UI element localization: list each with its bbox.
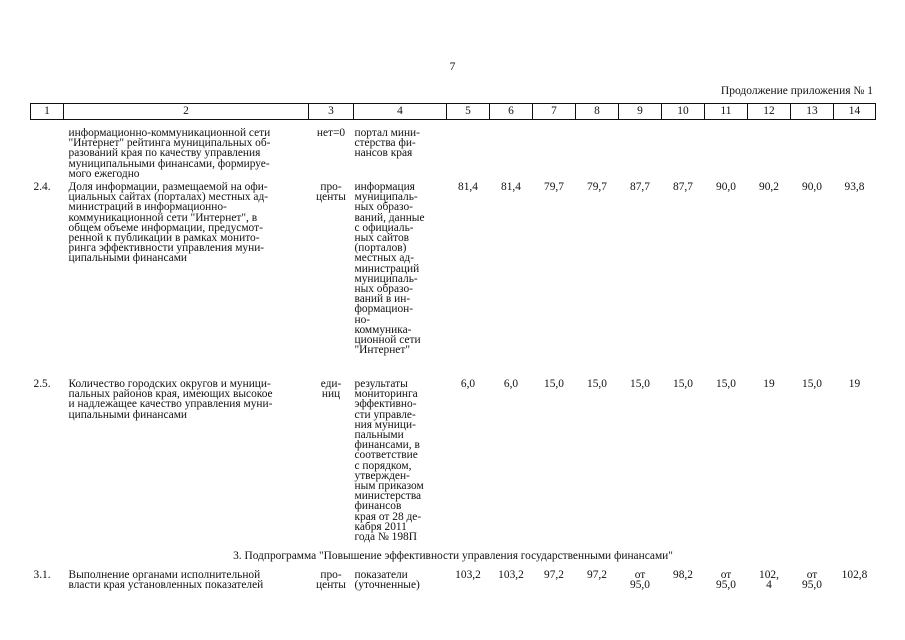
text-line: с порядком, — [354, 459, 412, 472]
unit-of-measure — [309, 182, 354, 379]
text-line: утвержден- — [354, 469, 410, 482]
value-cell — [834, 128, 876, 182]
value-cell: 90,2 — [759, 182, 779, 193]
data-source — [354, 379, 447, 548]
text-line: эффективно- — [354, 398, 417, 411]
value-cell: 90,0 — [716, 182, 736, 193]
value-cell — [619, 128, 662, 182]
text-line: нет=0 — [316, 128, 346, 139]
text-line: мого ежегодно — [68, 167, 140, 180]
value-cell — [490, 570, 533, 598]
indicator-name — [64, 570, 309, 598]
section-heading-row — [31, 548, 876, 570]
text-line: ных образо- — [354, 283, 413, 296]
text-line: ципальными финансами — [68, 408, 188, 421]
text-line: ниц — [321, 388, 341, 401]
text-line: ринга эффективности управления муни- — [68, 242, 265, 255]
text-line: сти управле- — [354, 408, 416, 421]
table-row — [31, 570, 876, 598]
table-row — [31, 182, 876, 379]
column-number: 14 — [834, 104, 876, 120]
continuation-note: Продолжение приложения № 1 — [720, 85, 873, 97]
value-cell: 79,7 — [544, 182, 564, 193]
text-line: коммуникационной сети "Интернет", в — [68, 211, 258, 224]
column-number: 2 — [64, 104, 309, 120]
text-line: министерства — [354, 490, 422, 503]
text-line: центы — [316, 579, 346, 592]
text-line: (порталов) — [354, 242, 407, 255]
value-cell — [533, 128, 576, 182]
value-cell — [490, 128, 533, 182]
text-line: (уточненные) — [354, 579, 420, 592]
column-number: 9 — [619, 104, 662, 120]
text-line: 4 — [766, 579, 772, 592]
text-line: ципальными финансами — [68, 252, 188, 265]
value-cell: 81,4 — [458, 182, 478, 193]
row-number: 2.4. — [33, 182, 51, 193]
text-line: ных сайтов — [354, 232, 410, 245]
value-cell: 15,0 — [587, 379, 607, 390]
text-line: "Интернет" — [354, 344, 410, 357]
column-number: 6 — [490, 104, 533, 120]
value-cell — [791, 128, 834, 182]
text-line: мониторинга — [354, 388, 418, 401]
text-line: стерства фи- — [354, 137, 416, 150]
value-cell: 87,7 — [673, 182, 693, 193]
text-line: соответствие — [354, 449, 418, 462]
text-line: общем объеме информации, предусмот- — [68, 221, 263, 234]
text-line: ционной сети — [354, 334, 421, 347]
text-line: разований края по качеству управления — [68, 147, 261, 160]
text-line: местных ад- — [354, 252, 415, 265]
data-source — [354, 128, 447, 182]
text-line: 95,0 — [802, 579, 822, 592]
text-line: про- — [320, 570, 342, 581]
value-cell: 93,8 — [844, 182, 865, 193]
value-cell: 19 — [763, 379, 775, 390]
indicators-table — [30, 103, 876, 598]
text-line: муниципаль- — [354, 191, 418, 204]
value-cell — [705, 570, 748, 598]
column-number: 4 — [354, 104, 447, 120]
column-number: 13 — [791, 104, 834, 120]
text-line: года № 198П — [354, 531, 417, 544]
text-line: 102, — [759, 570, 779, 581]
value-cell: 15,0 — [630, 379, 650, 390]
text-line: Выполнение органами исполнительной — [68, 570, 261, 581]
column-number: 10 — [662, 104, 705, 120]
value-cell — [748, 570, 791, 598]
text-line: пальными — [354, 429, 404, 442]
value-cell — [576, 570, 619, 598]
text-line: показатели — [354, 570, 408, 581]
text-line: министраций — [354, 262, 420, 275]
text-line: пальных районов края, имеющих высокое — [68, 388, 273, 401]
text-line: но- — [354, 313, 371, 326]
column-numbers-header — [31, 104, 876, 120]
column-number: 7 — [533, 104, 576, 120]
text-line: 103,2 — [455, 570, 481, 581]
value-cell — [791, 570, 834, 598]
value-cell — [619, 570, 662, 598]
column-number: 5 — [447, 104, 490, 120]
value-cell: 6,0 — [460, 379, 476, 390]
page-number: 7 — [449, 61, 456, 73]
indicator-name — [64, 128, 309, 182]
text-line: 102,8 — [841, 570, 868, 581]
text-line: ваний, данные — [354, 211, 425, 224]
value-cell — [447, 128, 490, 182]
text-line: "Интернет" рейтинга муниципальных об- — [68, 137, 271, 150]
value-cell — [662, 128, 705, 182]
text-line: формацион- — [354, 303, 414, 316]
row-spacer — [31, 120, 876, 129]
text-line: власти края установленных показателей — [68, 579, 264, 592]
indicator-name — [64, 379, 309, 548]
value-cell: 79,7 — [587, 182, 607, 193]
value-cell: 81,4 — [501, 182, 521, 193]
table-row — [31, 128, 876, 182]
text-line: муниципаль- — [354, 272, 418, 285]
value-cell: 15,0 — [802, 379, 822, 390]
row-number: 3.1. — [33, 570, 51, 581]
column-number: 3 — [309, 104, 354, 120]
text-line: результаты — [354, 379, 408, 390]
text-line: 95,0 — [630, 579, 650, 592]
value-cell: 15,0 — [544, 379, 564, 390]
data-source — [354, 182, 447, 379]
value-cell: 90,0 — [802, 182, 822, 193]
value-cell — [576, 128, 619, 182]
text-line: от — [720, 570, 732, 581]
value-cell — [447, 570, 490, 598]
text-line: с официаль- — [354, 221, 414, 234]
table-row — [31, 379, 876, 548]
text-line: министраций в информационно- — [68, 201, 227, 214]
value-cell — [834, 570, 876, 598]
text-line: Доля информации, размещаемой на офи- — [68, 182, 268, 193]
section-title: 3. Подпрограмма "Повышение эффективности управления государственными финансами" — [233, 550, 673, 562]
text-line: нансов края — [354, 147, 413, 160]
value-cell — [705, 128, 748, 182]
text-line: финансов — [354, 500, 402, 513]
row-number: 2.5. — [33, 379, 51, 390]
text-line: 97,2 — [587, 570, 607, 581]
value-cell: 15,0 — [673, 379, 693, 390]
data-source — [354, 570, 447, 598]
value-cell: 6,0 — [503, 379, 519, 390]
text-line: про- — [320, 182, 342, 193]
text-line: от — [806, 570, 818, 581]
text-line: края от 28 де- — [354, 510, 422, 523]
text-line: ных образо- — [354, 201, 413, 214]
text-line: 103,2 — [498, 570, 524, 581]
column-number: 11 — [705, 104, 748, 120]
column-number: 12 — [748, 104, 791, 120]
text-line: ния муници- — [354, 418, 416, 431]
text-line: Количество городских округов и муници- — [68, 379, 271, 390]
value-cell — [748, 128, 791, 182]
text-line: 98,2 — [673, 570, 693, 581]
text-line: и надлежащее качество управления муни- — [68, 398, 273, 411]
row-number — [31, 128, 64, 182]
value-cell — [533, 570, 576, 598]
unit-of-measure — [309, 379, 354, 548]
value-cell: 87,7 — [630, 182, 650, 193]
value-cell: 19 — [848, 379, 861, 390]
text-line: муниципальными финансами, формируе- — [68, 157, 270, 170]
indicator-name — [64, 182, 309, 379]
text-line: информационно-коммуникационной сети — [68, 128, 271, 139]
text-line: коммуника- — [354, 323, 412, 336]
unit-of-measure — [309, 570, 354, 598]
text-line: еди- — [320, 379, 342, 390]
text-line: портал мини- — [354, 128, 420, 139]
text-line: ным приказом — [354, 480, 424, 493]
text-line: центы — [316, 191, 346, 204]
value-cell: 15,0 — [716, 379, 736, 390]
column-number: 1 — [31, 104, 64, 120]
column-number: 8 — [576, 104, 619, 120]
unit-of-measure — [309, 128, 354, 182]
text-line: ренной к публикации в рамках монито- — [68, 232, 260, 245]
text-line: финансами, в — [354, 439, 420, 452]
text-line: 97,2 — [544, 570, 564, 581]
text-line: информация — [354, 182, 415, 193]
value-cell — [662, 570, 705, 598]
text-line: от — [634, 570, 646, 581]
text-line: циальных сайтах (порталах) местных ад- — [68, 191, 269, 204]
text-line: кабря 2011 — [354, 520, 407, 533]
text-line: ваний в ин- — [354, 293, 411, 306]
text-line: 95,0 — [716, 579, 736, 592]
